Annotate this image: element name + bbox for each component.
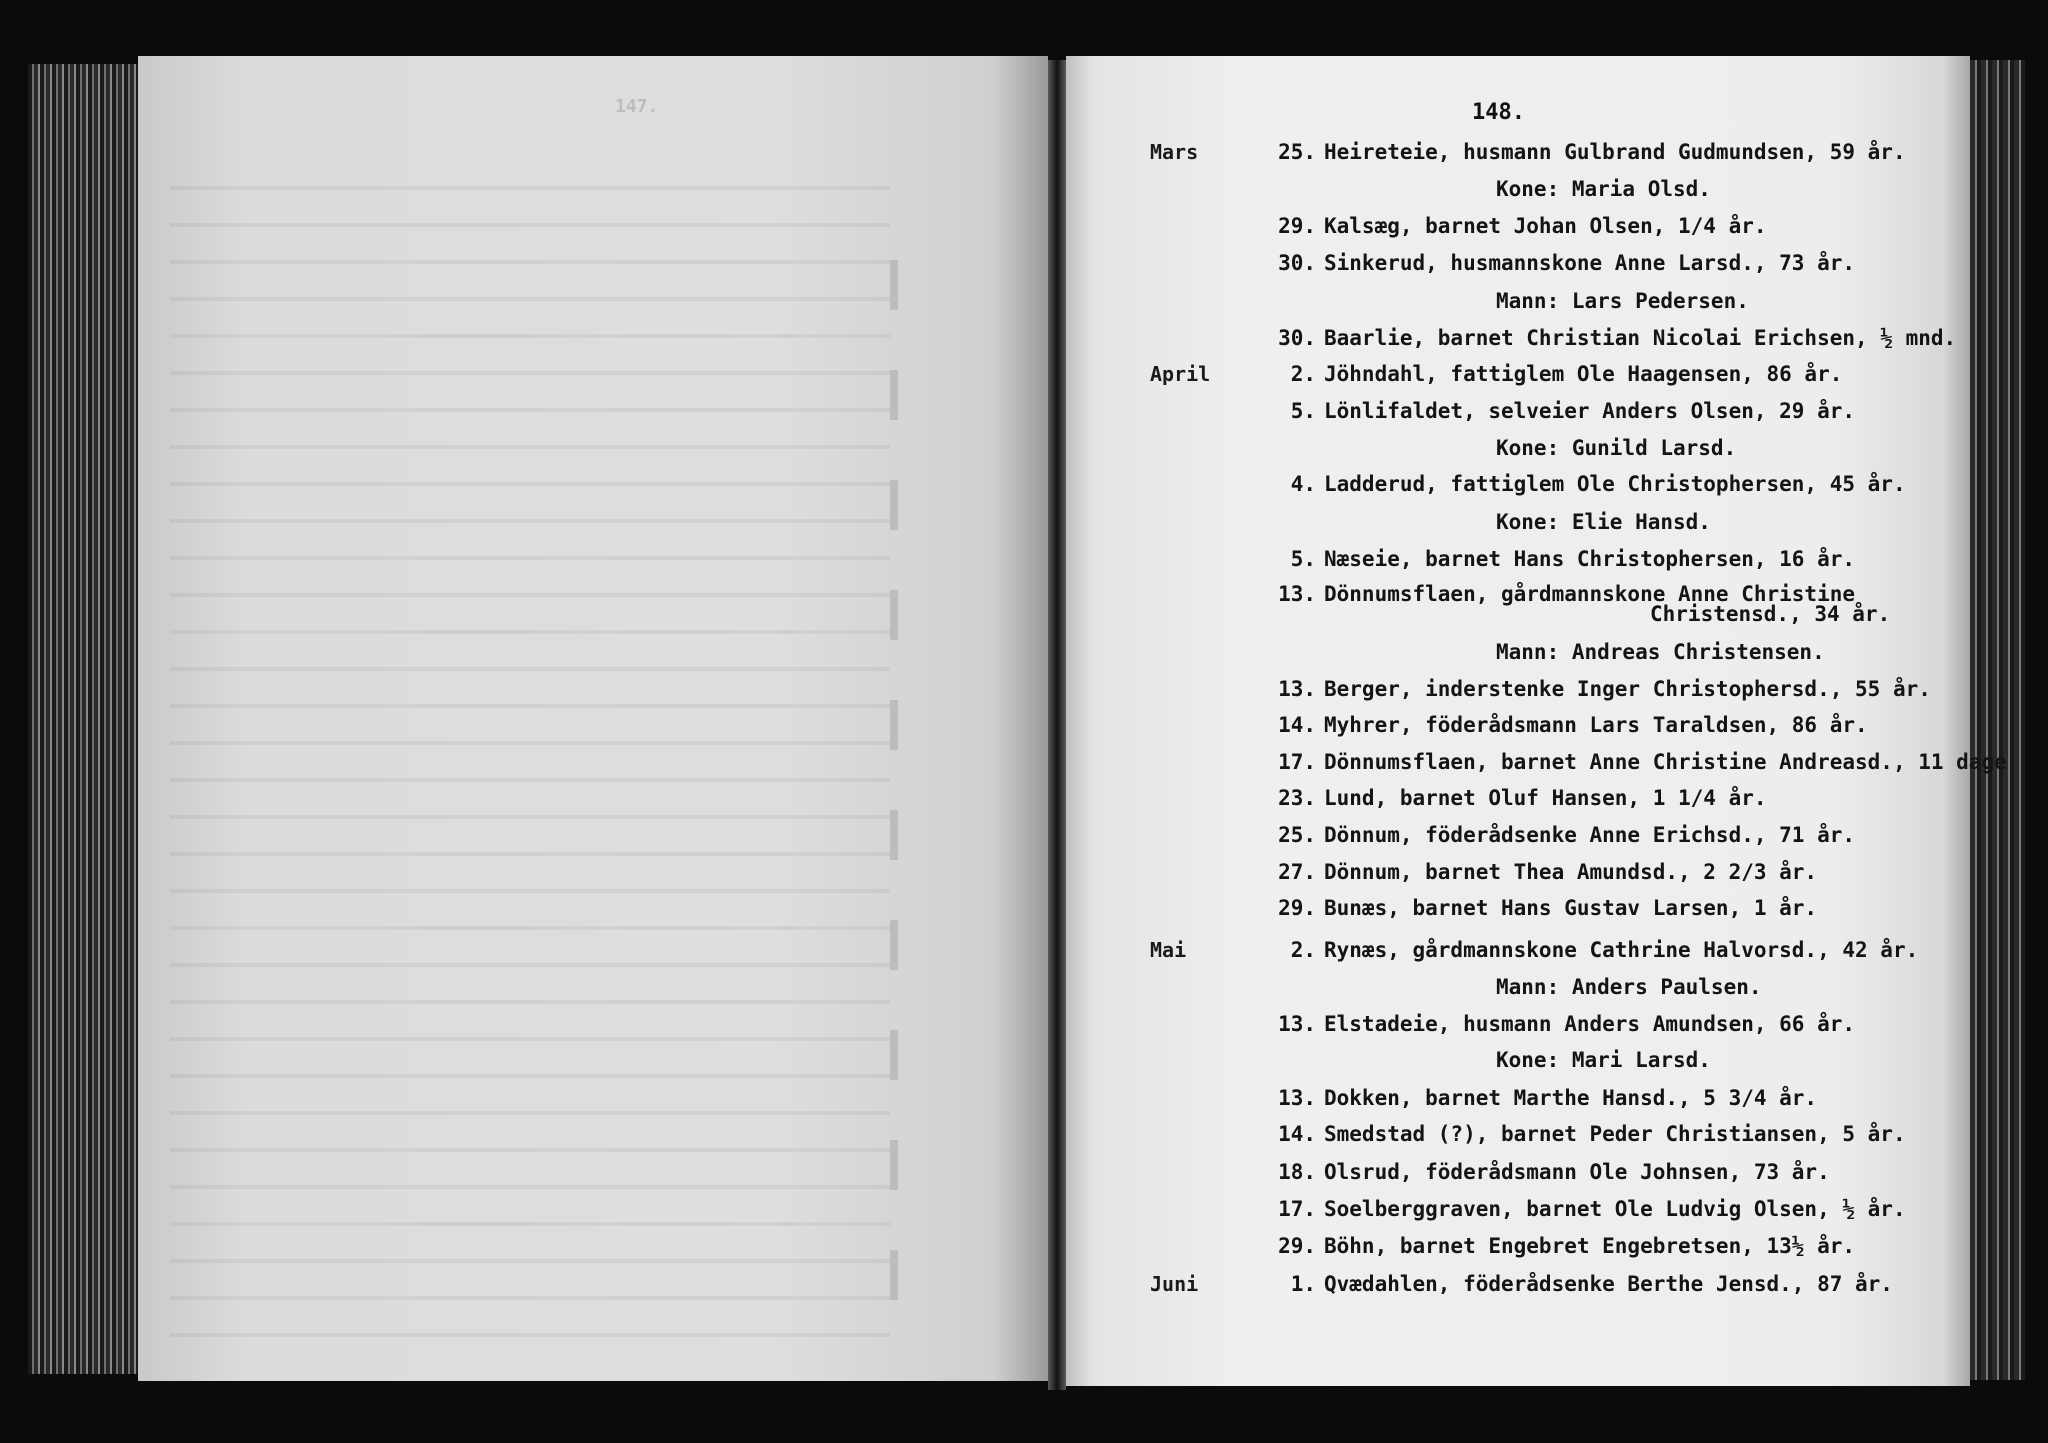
spouse-note: Kone: Elie Hansd. xyxy=(1496,510,1711,534)
spouse-note: Mann: Lars Pedersen. xyxy=(1496,289,1749,313)
month-label: April xyxy=(1150,362,1211,386)
entry-date: 30. xyxy=(1278,251,1316,275)
entry-text: Kalsæg, barnet Johan Olsen, 1/4 år. xyxy=(1324,214,1767,238)
entry-date: 23. xyxy=(1278,786,1316,810)
entry-date: 13. xyxy=(1278,677,1316,701)
entry-text: Dönnum, föderådsenke Anne Erichsd., 71 år. xyxy=(1324,823,1856,847)
entry-date: 4. xyxy=(1290,472,1316,496)
right-page-edges xyxy=(1970,60,2025,1380)
entry-text: Sinkerud, husmannskone Anne Larsd., 73 år. xyxy=(1324,251,1856,275)
entry-text: Dokken, barnet Marthe Hansd., 5 3/4 år. xyxy=(1324,1086,1818,1110)
entry-text: Berger, inderstenke Inger Christophersd., 55 år. xyxy=(1324,677,1931,701)
entry-date: 13. xyxy=(1278,1086,1316,1110)
entry-text: Næseie, barnet Hans Christophersen, 16 år. xyxy=(1324,547,1856,571)
entry-date: 29. xyxy=(1278,214,1316,238)
entry-date: 30. xyxy=(1278,326,1316,350)
entry-text: Baarlie, barnet Christian Nicolai Erichsen, ½ mnd. xyxy=(1324,326,1957,350)
entry-text: Böhn, barnet Engebret Engebretsen, 13½ år. xyxy=(1324,1234,1856,1258)
entry-date: 2. xyxy=(1290,362,1316,386)
left-page-faded-text xyxy=(170,160,890,1360)
entry-date: 14. xyxy=(1278,713,1316,737)
entry-text: Rynæs, gårdmannskone Cathrine Halvorsd., 42 år. xyxy=(1324,938,1919,962)
entry-date: 25. xyxy=(1278,823,1316,847)
entry-text: Jöhndahl, fattiglem Ole Haagensen, 86 år. xyxy=(1324,362,1843,386)
left-page-edges xyxy=(28,64,138,1374)
page-number: 148. xyxy=(1472,100,1525,125)
bleed-through xyxy=(890,200,898,1300)
entry-text: Smedstad (?), barnet Peder Christiansen, 5 år. xyxy=(1324,1122,1906,1146)
entry-text: Dönnum, barnet Thea Amundsd., 2 2/3 år. xyxy=(1324,860,1818,884)
entry-text: Bunæs, barnet Hans Gustav Larsen, 1 år. xyxy=(1324,896,1818,920)
entry-date: 13. xyxy=(1278,582,1316,606)
spouse-note: Mann: Andreas Christensen. xyxy=(1496,640,1825,664)
entry-date: 14. xyxy=(1278,1122,1316,1146)
entry-date: 17. xyxy=(1278,1197,1316,1221)
entry-text: Qvædahlen, föderådsenke Berthe Jensd., 87 år. xyxy=(1324,1272,1893,1296)
month-label: Juni xyxy=(1150,1272,1199,1296)
spouse-note: Kone: Mari Larsd. xyxy=(1496,1048,1711,1072)
entry-text: Lund, barnet Oluf Hansen, 1 1/4 år. xyxy=(1324,786,1767,810)
left-page-number: 147. xyxy=(615,96,659,117)
entry-date: 25. xyxy=(1278,140,1316,164)
entry-date: 18. xyxy=(1278,1160,1316,1184)
entry-text: Dönnumsflaen, gårdmannskone Anne Christine xyxy=(1324,582,1856,606)
entry-text: Elstadeie, husmann Anders Amundsen, 66 år. xyxy=(1324,1012,1856,1036)
month-label: Mai xyxy=(1150,938,1187,962)
entry-text: Heireteie, husmann Gulbrand Gudmundsen, 59 år. xyxy=(1324,140,1906,164)
entry-date: 29. xyxy=(1278,896,1316,920)
entry-text: Lönlifaldet, selveier Anders Olsen, 29 år. xyxy=(1324,399,1856,423)
entry-text: Myhrer, föderådsmann Lars Taraldsen, 86 år. xyxy=(1324,713,1868,737)
month-label: Mars xyxy=(1150,140,1199,164)
entry-date: 2. xyxy=(1290,938,1316,962)
entry-date: 5. xyxy=(1290,547,1316,571)
entry-date: 17. xyxy=(1278,750,1316,774)
spouse-note: Mann: Anders Paulsen. xyxy=(1496,975,1762,999)
entry-date: 5. xyxy=(1290,399,1316,423)
entry-date: 29. xyxy=(1278,1234,1316,1258)
entry-text: Olsrud, föderådsmann Ole Johnsen, 73 år. xyxy=(1324,1160,1830,1184)
entry-date: 1. xyxy=(1290,1272,1316,1296)
spouse-note: Kone: Maria Olsd. xyxy=(1496,177,1711,201)
entry-date: 13. xyxy=(1278,1012,1316,1036)
entry-text: Dönnumsflaen, barnet Anne Christine Andreasd., 11 dage xyxy=(1324,750,2007,774)
book-gutter xyxy=(1048,60,1066,1390)
entry-date: 27. xyxy=(1278,860,1316,884)
entry-text: Soelberggraven, barnet Ole Ludvig Olsen, ½ år. xyxy=(1324,1197,1906,1221)
entry-text: Ladderud, fattiglem Ole Christophersen, 45 år. xyxy=(1324,472,1906,496)
entry-continuation: Christensd., 34 år. xyxy=(1650,602,1891,626)
spouse-note: Kone: Gunild Larsd. xyxy=(1496,436,1737,460)
